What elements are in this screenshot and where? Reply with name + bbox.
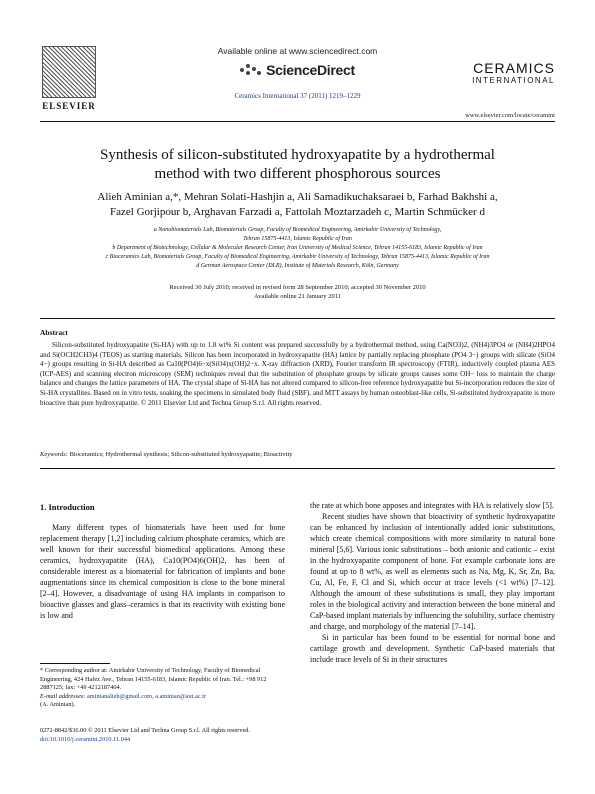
- elsevier-logo: [40, 46, 98, 111]
- journal-logo-line2: INTERNATIONAL: [472, 76, 555, 85]
- received-dates: Received 30 July 2010; received in revised form 28 September 2010; accepted 30 November 2010: [169, 284, 426, 291]
- abstract-text: Silicon-substituted hydroxyapatite (Si-HA) with up to 1.8 wt% Si content was prepared successfully by a hydrothermal method, using Ca(NO3)2, (NH4)3PO4 or (NH4)2HPO4 and Si(OCH2CH3)4 (TEOS) as starting materials. Silicon has been incorporated in hydroxyapatite (HA) lattice by partially replacing phosphate (PO4 3−) groups with silicate (SiO4 4−) groups resulting in Si-HA described as Ca10(PO4)6−x(SiO4)x(OH)2−x. X-ray diffraction (XRD), Fourier transform IR spectroscopy (FTIR), inductively coupled plasma AES (ICP-AES) and scanning electron microscopy (SEM) techniques reveal that the substitution of phosphate groups by silicate groups causes some OH− loss to maintain the charge balance and changes the lattice parameters of HA. The crystal shape of Si-HA has not altered compared to silicon-free reference hydroxyapatite but Si-incorporation reduces the size of Si-HA crystallites. Based on in vitro tests, soaking the specimens in simulated body fluid (SBF), and MTT assays by human osteoblast-like cells, Si-substituted hydroxyapatite is more bioactive than pure hydroxyapatite.: [40, 341, 555, 407]
- title-line-1: Synthesis of silicon-substituted hydroxyapatite by a hydrothermal: [100, 147, 495, 163]
- intro-paragraph-2: Recent studies have shown that bioactivity of synthetic hydroxyapatite can be enhanced by inclusion of intentionally added ionic substitutions, which create chemical compositions with more similarity to natural bone mineral [5,6]. Various ionic substitutions – both anionic and cationic – exist in the hydroxyapatite component of bone. For example carbonate ions are found at up to 8 wt%, as well as elements such as Na, Mg, K, Sr, Zn, Ba, Cu, Al, Fe, F, Cl and Si, which occur at trace levels (<1 wt%) [7–12]. Although the amount of these substitutions is small, they play important roles in the biological activity and interaction between the bone mineral and CaP-based implant materials by influencing the solubility, surface chemistry and charge, and morphology of the material [7–14].: [310, 512, 555, 631]
- affiliation-b: b Department of Biotechnology, Cellular & Molecular Research Center, Iran University of Medical Science, Tehran 14155-6183, Islamic Republic of Iran: [112, 245, 483, 251]
- affiliation-c: c Bioceramics Lab, Biomaterials Group, Faculty of Biomedical Engineering, Amirkabir University of Technology, Tehran 15875-4413, Islamic Republic of Iran: [105, 254, 490, 260]
- abstract-body: [40, 341, 555, 408]
- available-online-text: Available online at www.sciencedirect.com: [217, 46, 378, 56]
- authors-line-2: Fazel Gorjipour b, Arghavan Farzadi a, Fattolah Moztarzadeh c, Martin Schmücker d: [110, 206, 485, 218]
- abstract-bottom-rule: [40, 468, 555, 469]
- page-footer: [40, 727, 250, 744]
- journal-site-link[interactable]: www.elsevier.com/locate/ceramint: [465, 112, 555, 119]
- issn-copyright: 0272-8842/$36.00 © 2011 Elsevier Ltd and Techna Group S.r.l. All rights reserved.: [40, 727, 251, 734]
- copyright-notice: © 2011 Elsevier Ltd and Techna Group S.r.l. All rights reserved.: [140, 398, 322, 407]
- affiliation-a-line-1: a Nanobiomaterials Lab, Biomaterials Group, Faculty of Biomedical Engineering, Amirkabir University of Technology,: [153, 227, 442, 233]
- abstract-top-rule: [40, 318, 555, 319]
- email-label: E-mail addresses:: [40, 692, 86, 700]
- email-line: [40, 693, 285, 702]
- corresponding-author-footnote: [40, 667, 285, 710]
- email-links[interactable]: aminianalieh@gmail.com, a.aminian@aut.ac.ir: [87, 692, 206, 700]
- journal-logo: [472, 60, 555, 85]
- affiliation-d: d German Aerospace Center (DLR), Institute of Materials Research, Köln, Germany: [196, 263, 399, 269]
- footnote-rule: [40, 663, 110, 664]
- elsevier-tree-icon: [42, 46, 96, 98]
- article-dates: [40, 283, 555, 301]
- intro-paragraph-1-cont: the rate at which bone apposes and integrates with HA is relatively slow [5].: [310, 501, 554, 510]
- keywords-line: [40, 451, 555, 458]
- publisher-name: ELSEVIER: [42, 101, 96, 111]
- sciencedirect-wordmark: ScienceDirect: [266, 62, 355, 78]
- available-online-date: Available online 21 January 2011: [253, 293, 341, 300]
- corresponding-author-text: * Corresponding author at: Amirkabir University of Technology, Faculty of Biomedical Engineering, 424 Hafez Ave., Tehran 14155-6183, Islamic Republic of Iran. Tel.: +98 912 2887125; fax: +49 4212187404.: [40, 667, 267, 691]
- article-title: [40, 146, 555, 184]
- sciencedirect-logo: [150, 62, 445, 78]
- affiliation-a-line-2: Tehran 15875-4413, Islamic Republic of Iran: [243, 236, 352, 242]
- header-center: [150, 46, 445, 100]
- intro-paragraph-3: Si in particular has been found to be essential for normal bone and cartilage growth and development. Synthetic CaP-based materials that include trace levels of Si in their structures: [310, 633, 555, 664]
- keywords-label: Keywords:: [40, 451, 68, 458]
- journal-reference-link[interactable]: Ceramics International 37 (2011) 1219–1229: [234, 92, 361, 100]
- header-rule: [40, 121, 555, 122]
- abstract-heading: Abstract: [40, 328, 68, 337]
- left-column: [40, 522, 285, 621]
- section-heading-introduction: 1. Introduction: [40, 502, 95, 512]
- doi-link[interactable]: doi:10.1016/j.ceramint.2010.11.044: [40, 735, 131, 743]
- authors-line-1: Alieh Aminian a,*, Mehran Solati-Hashjin a, Ali Samadikuchaksaraei b, Farhad Bakhshi a,: [97, 191, 498, 203]
- sciencedirect-dots-icon: [240, 64, 262, 76]
- keywords-list: Bioceramics; Hydrothermal synthesis; Silicon-substituted hydroxyapatite; Bioactivity: [69, 451, 293, 458]
- right-column: [310, 500, 555, 665]
- intro-paragraph-1: Many different types of biomaterials have been used for bone replacement therapy [1,2] including calcium phosphate ceramics, which are well known for their successful biomedical applications. Among these ceramics, hydroxyapatite (HA), Ca10(PO4)6(OH)2, has been of considerable interest as a biomaterial for fabrication of implants and bone augmentations since its chemical composition is close to the bone mineral [2–4]. However, a disadvantage of using HA implants in comparison to bioactive glasses and glass–ceramics is that its reactivity with existing bone is low and: [40, 523, 285, 620]
- author-list: [40, 190, 555, 220]
- journal-logo-line1: CERAMICS: [473, 60, 555, 76]
- title-line-2: method with two different phosphorous sources: [154, 166, 441, 182]
- email-author-name: (A. Aminian).: [40, 701, 76, 708]
- affiliations: [40, 226, 555, 271]
